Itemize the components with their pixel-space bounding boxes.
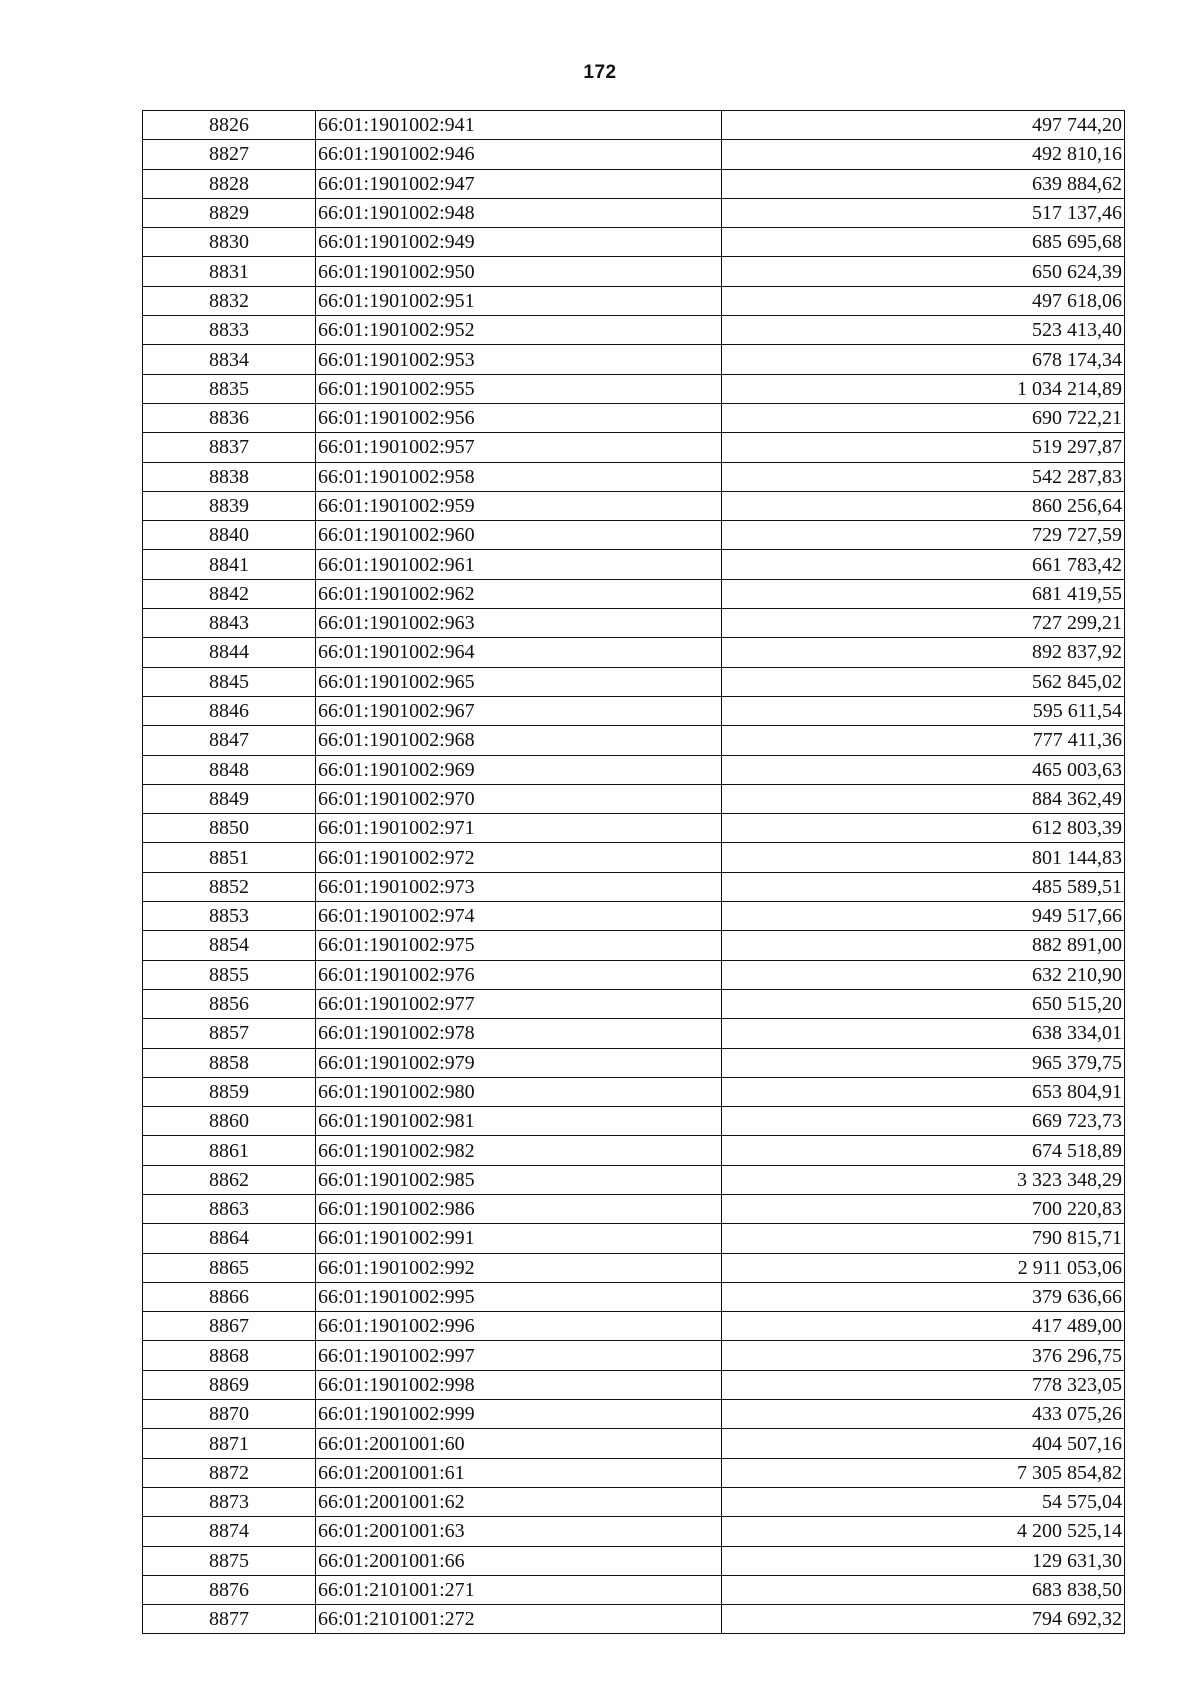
cadastral-value-cell: 523 413,40 — [722, 316, 1125, 345]
cadastral-number-cell: 66:01:1901002:971 — [316, 814, 722, 843]
cadastral-number-cell: 66:01:1901002:958 — [316, 462, 722, 491]
row-number-cell: 8832 — [143, 286, 316, 315]
row-number-cell: 8842 — [143, 579, 316, 608]
row-number-cell: 8837 — [143, 433, 316, 462]
cadastral-value-cell: 681 419,55 — [722, 579, 1125, 608]
row-number-cell: 8834 — [143, 345, 316, 374]
table-row — [143, 198, 1125, 227]
cadastral-number-cell: 66:01:1901002:948 — [316, 198, 722, 227]
row-number-cell: 8864 — [143, 1224, 316, 1253]
cadastral-number-cell: 66:01:2001001:62 — [316, 1487, 722, 1516]
cadastral-number-cell: 66:01:1901002:997 — [316, 1341, 722, 1370]
cadastral-number-cell: 66:01:2001001:63 — [316, 1517, 722, 1546]
row-number-cell: 8828 — [143, 169, 316, 198]
table-row — [143, 257, 1125, 286]
cadastral-number-cell: 66:01:1901002:950 — [316, 257, 722, 286]
row-number-cell: 8840 — [143, 521, 316, 550]
cadastral-value-cell: 892 837,92 — [722, 638, 1125, 667]
row-number-cell: 8868 — [143, 1341, 316, 1370]
table-row — [143, 726, 1125, 755]
table-row — [143, 1370, 1125, 1399]
table-row — [143, 433, 1125, 462]
cadastral-number-cell: 66:01:1901002:982 — [316, 1136, 722, 1165]
cadastral-value-cell: 497 618,06 — [722, 286, 1125, 315]
cadastral-number-cell: 66:01:1901002:972 — [316, 843, 722, 872]
cadastral-value-cell: 678 174,34 — [722, 345, 1125, 374]
row-number-cell: 8861 — [143, 1136, 316, 1165]
cadastral-value-cell: 661 783,42 — [722, 550, 1125, 579]
cadastral-value-cell: 4 200 525,14 — [722, 1517, 1125, 1546]
row-number-cell: 8850 — [143, 814, 316, 843]
cadastral-value-cell: 492 810,16 — [722, 140, 1125, 169]
table-row — [143, 169, 1125, 198]
row-number-cell: 8862 — [143, 1165, 316, 1194]
cadastral-number-cell: 66:01:1901002:949 — [316, 228, 722, 257]
cadastral-value-cell: 729 727,59 — [722, 521, 1125, 550]
cadastral-value-cell: 801 144,83 — [722, 843, 1125, 872]
cadastral-value-cell: 632 210,90 — [722, 960, 1125, 989]
table-row — [143, 1282, 1125, 1311]
table-row — [143, 1546, 1125, 1575]
cadastral-value-cell: 376 296,75 — [722, 1341, 1125, 1370]
cadastral-value-cell: 650 624,39 — [722, 257, 1125, 286]
table-row — [143, 1019, 1125, 1048]
table-row — [143, 755, 1125, 784]
row-number-cell: 8846 — [143, 696, 316, 725]
cadastral-value-cell: 882 891,00 — [722, 931, 1125, 960]
cadastral-value-cell: 638 334,01 — [722, 1019, 1125, 1048]
row-number-cell: 8876 — [143, 1575, 316, 1604]
row-number-cell: 8866 — [143, 1282, 316, 1311]
cadastral-value-cell: 965 379,75 — [722, 1048, 1125, 1077]
cadastral-value-cell: 562 845,02 — [722, 667, 1125, 696]
table-row — [143, 989, 1125, 1018]
cadastral-number-cell: 66:01:1901002:986 — [316, 1194, 722, 1223]
cadastral-number-cell: 66:01:1901002:977 — [316, 989, 722, 1018]
table-row — [143, 1400, 1125, 1429]
row-number-cell: 8853 — [143, 902, 316, 931]
cadastral-value-cell: 379 636,66 — [722, 1282, 1125, 1311]
cadastral-number-cell: 66:01:1901002:969 — [316, 755, 722, 784]
cadastral-value-cell: 778 323,05 — [722, 1370, 1125, 1399]
row-number-cell: 8855 — [143, 960, 316, 989]
cadastral-number-cell: 66:01:1901002:992 — [316, 1253, 722, 1282]
table-row — [143, 784, 1125, 813]
table-row — [143, 1165, 1125, 1194]
cadastral-number-cell: 66:01:1901002:963 — [316, 609, 722, 638]
cadastral-value-cell: 777 411,36 — [722, 726, 1125, 755]
cadastral-number-cell: 66:01:1901002:952 — [316, 316, 722, 345]
table-row — [143, 345, 1125, 374]
row-number-cell: 8844 — [143, 638, 316, 667]
table-row — [143, 960, 1125, 989]
cadastral-value-cell: 519 297,87 — [722, 433, 1125, 462]
cadastral-value-cell: 129 631,30 — [722, 1546, 1125, 1575]
cadastral-number-cell: 66:01:1901002:947 — [316, 169, 722, 198]
cadastral-number-cell: 66:01:1901002:979 — [316, 1048, 722, 1077]
table-row — [143, 1194, 1125, 1223]
table-row — [143, 1458, 1125, 1487]
table-row — [143, 1487, 1125, 1516]
cadastral-number-cell: 66:01:2001001:60 — [316, 1429, 722, 1458]
table-row — [143, 609, 1125, 638]
table-row — [143, 1224, 1125, 1253]
table-row — [143, 814, 1125, 843]
table-row — [143, 638, 1125, 667]
cadastral-value-cell: 690 722,21 — [722, 403, 1125, 432]
cadastral-value-cell: 674 518,89 — [722, 1136, 1125, 1165]
cadastral-number-cell: 66:01:1901002:980 — [316, 1077, 722, 1106]
row-number-cell: 8873 — [143, 1487, 316, 1516]
row-number-cell: 8833 — [143, 316, 316, 345]
cadastral-value-cell: 612 803,39 — [722, 814, 1125, 843]
cadastral-value-cell: 884 362,49 — [722, 784, 1125, 813]
cadastral-value-cell: 727 299,21 — [722, 609, 1125, 638]
row-number-cell: 8838 — [143, 462, 316, 491]
table-row — [143, 843, 1125, 872]
cadastral-number-cell: 66:01:1901002:973 — [316, 872, 722, 901]
table-row — [143, 1312, 1125, 1341]
table-row — [143, 1517, 1125, 1546]
table-row — [143, 403, 1125, 432]
row-number-cell: 8877 — [143, 1605, 316, 1634]
cadastral-number-cell: 66:01:1901002:955 — [316, 374, 722, 403]
table-row — [143, 462, 1125, 491]
table-row — [143, 1253, 1125, 1282]
table-row — [143, 1341, 1125, 1370]
cadastral-number-cell: 66:01:1901002:960 — [316, 521, 722, 550]
cadastral-value-cell: 485 589,51 — [722, 872, 1125, 901]
cadastral-value-cell: 683 838,50 — [722, 1575, 1125, 1604]
cadastral-number-cell: 66:01:1901002:978 — [316, 1019, 722, 1048]
cadastral-value-cell: 54 575,04 — [722, 1487, 1125, 1516]
row-number-cell: 8831 — [143, 257, 316, 286]
cadastral-value-cell: 790 815,71 — [722, 1224, 1125, 1253]
table-row — [143, 931, 1125, 960]
table-row — [143, 1048, 1125, 1077]
page-number: 172 — [583, 62, 617, 83]
table-row — [143, 374, 1125, 403]
cadastral-value-cell: 669 723,73 — [722, 1107, 1125, 1136]
row-number-cell: 8839 — [143, 491, 316, 520]
cadastral-number-cell: 66:01:1901002:985 — [316, 1165, 722, 1194]
row-number-cell: 8875 — [143, 1546, 316, 1575]
row-number-cell: 8826 — [143, 111, 316, 140]
cadastral-value-cell: 639 884,62 — [722, 169, 1125, 198]
cadastral-number-cell: 66:01:1901002:953 — [316, 345, 722, 374]
cadastral-value-cell: 650 515,20 — [722, 989, 1125, 1018]
cadastral-number-cell: 66:01:2001001:61 — [316, 1458, 722, 1487]
cadastral-value-cell: 433 075,26 — [722, 1400, 1125, 1429]
table-row — [143, 579, 1125, 608]
row-number-cell: 8854 — [143, 931, 316, 960]
row-number-cell: 8847 — [143, 726, 316, 755]
row-number-cell: 8836 — [143, 403, 316, 432]
row-number-cell: 8859 — [143, 1077, 316, 1106]
table-row — [143, 1605, 1125, 1634]
cadastral-number-cell: 66:01:2101001:272 — [316, 1605, 722, 1634]
cadastral-value-cell: 417 489,00 — [722, 1312, 1125, 1341]
cadastral-value-table — [142, 110, 1125, 1634]
table-row — [143, 1136, 1125, 1165]
row-number-cell: 8856 — [143, 989, 316, 1018]
cadastral-value-cell: 685 695,68 — [722, 228, 1125, 257]
table-row — [143, 1429, 1125, 1458]
table-row — [143, 667, 1125, 696]
row-number-cell: 8870 — [143, 1400, 316, 1429]
cadastral-number-cell: 66:01:1901002:976 — [316, 960, 722, 989]
table-row — [143, 1575, 1125, 1604]
cadastral-value-cell: 465 003,63 — [722, 755, 1125, 784]
table-body — [143, 111, 1125, 1634]
row-number-cell: 8852 — [143, 872, 316, 901]
row-number-cell: 8858 — [143, 1048, 316, 1077]
cadastral-value-cell: 1 034 214,89 — [722, 374, 1125, 403]
cadastral-value-cell: 860 256,64 — [722, 491, 1125, 520]
row-number-cell: 8841 — [143, 550, 316, 579]
cadastral-value-cell: 404 507,16 — [722, 1429, 1125, 1458]
cadastral-value-cell: 595 611,54 — [722, 696, 1125, 725]
cadastral-number-cell: 66:01:1901002:970 — [316, 784, 722, 813]
cadastral-value-cell: 497 744,20 — [722, 111, 1125, 140]
table-row — [143, 1077, 1125, 1106]
cadastral-number-cell: 66:01:1901002:956 — [316, 403, 722, 432]
row-number-cell: 8871 — [143, 1429, 316, 1458]
cadastral-value-cell: 949 517,66 — [722, 902, 1125, 931]
cadastral-number-cell: 66:01:1901002:967 — [316, 696, 722, 725]
cadastral-number-cell: 66:01:1901002:999 — [316, 1400, 722, 1429]
table-row — [143, 316, 1125, 345]
table-row — [143, 228, 1125, 257]
row-number-cell: 8872 — [143, 1458, 316, 1487]
cadastral-number-cell: 66:01:1901002:995 — [316, 1282, 722, 1311]
cadastral-number-cell: 66:01:2001001:66 — [316, 1546, 722, 1575]
cadastral-number-cell: 66:01:1901002:959 — [316, 491, 722, 520]
row-number-cell: 8860 — [143, 1107, 316, 1136]
row-number-cell: 8851 — [143, 843, 316, 872]
cadastral-value-cell: 794 692,32 — [722, 1605, 1125, 1634]
table-row — [143, 286, 1125, 315]
table-row — [143, 872, 1125, 901]
cadastral-value-cell: 2 911 053,06 — [722, 1253, 1125, 1282]
row-number-cell: 8843 — [143, 609, 316, 638]
cadastral-number-cell: 66:01:1901002:961 — [316, 550, 722, 579]
table-row — [143, 550, 1125, 579]
row-number-cell: 8827 — [143, 140, 316, 169]
cadastral-number-cell: 66:01:1901002:965 — [316, 667, 722, 696]
row-number-cell: 8849 — [143, 784, 316, 813]
cadastral-value-cell: 653 804,91 — [722, 1077, 1125, 1106]
table-row — [143, 140, 1125, 169]
cadastral-value-cell: 3 323 348,29 — [722, 1165, 1125, 1194]
cadastral-number-cell: 66:01:1901002:991 — [316, 1224, 722, 1253]
cadastral-number-cell: 66:01:1901002:957 — [316, 433, 722, 462]
cadastral-number-cell: 66:01:2101001:271 — [316, 1575, 722, 1604]
row-number-cell: 8869 — [143, 1370, 316, 1399]
cadastral-number-cell: 66:01:1901002:975 — [316, 931, 722, 960]
cadastral-number-cell: 66:01:1901002:974 — [316, 902, 722, 931]
row-number-cell: 8867 — [143, 1312, 316, 1341]
cadastral-number-cell: 66:01:1901002:964 — [316, 638, 722, 667]
cadastral-number-cell: 66:01:1901002:981 — [316, 1107, 722, 1136]
table-row — [143, 696, 1125, 725]
row-number-cell: 8829 — [143, 198, 316, 227]
row-number-cell: 8865 — [143, 1253, 316, 1282]
cadastral-number-cell: 66:01:1901002:946 — [316, 140, 722, 169]
row-number-cell: 8863 — [143, 1194, 316, 1223]
row-number-cell: 8830 — [143, 228, 316, 257]
cadastral-number-cell: 66:01:1901002:968 — [316, 726, 722, 755]
table-row — [143, 902, 1125, 931]
cadastral-number-cell: 66:01:1901002:951 — [316, 286, 722, 315]
cadastral-value-cell: 542 287,83 — [722, 462, 1125, 491]
cadastral-value-cell: 700 220,83 — [722, 1194, 1125, 1223]
table-row — [143, 491, 1125, 520]
cadastral-value-cell: 517 137,46 — [722, 198, 1125, 227]
table-row — [143, 111, 1125, 140]
table-row — [143, 1107, 1125, 1136]
row-number-cell: 8857 — [143, 1019, 316, 1048]
table-row — [143, 521, 1125, 550]
row-number-cell: 8848 — [143, 755, 316, 784]
cadastral-number-cell: 66:01:1901002:962 — [316, 579, 722, 608]
row-number-cell: 8835 — [143, 374, 316, 403]
row-number-cell: 8874 — [143, 1517, 316, 1546]
row-number-cell: 8845 — [143, 667, 316, 696]
cadastral-number-cell: 66:01:1901002:998 — [316, 1370, 722, 1399]
cadastral-number-cell: 66:01:1901002:996 — [316, 1312, 722, 1341]
cadastral-value-cell: 7 305 854,82 — [722, 1458, 1125, 1487]
cadastral-number-cell: 66:01:1901002:941 — [316, 111, 722, 140]
